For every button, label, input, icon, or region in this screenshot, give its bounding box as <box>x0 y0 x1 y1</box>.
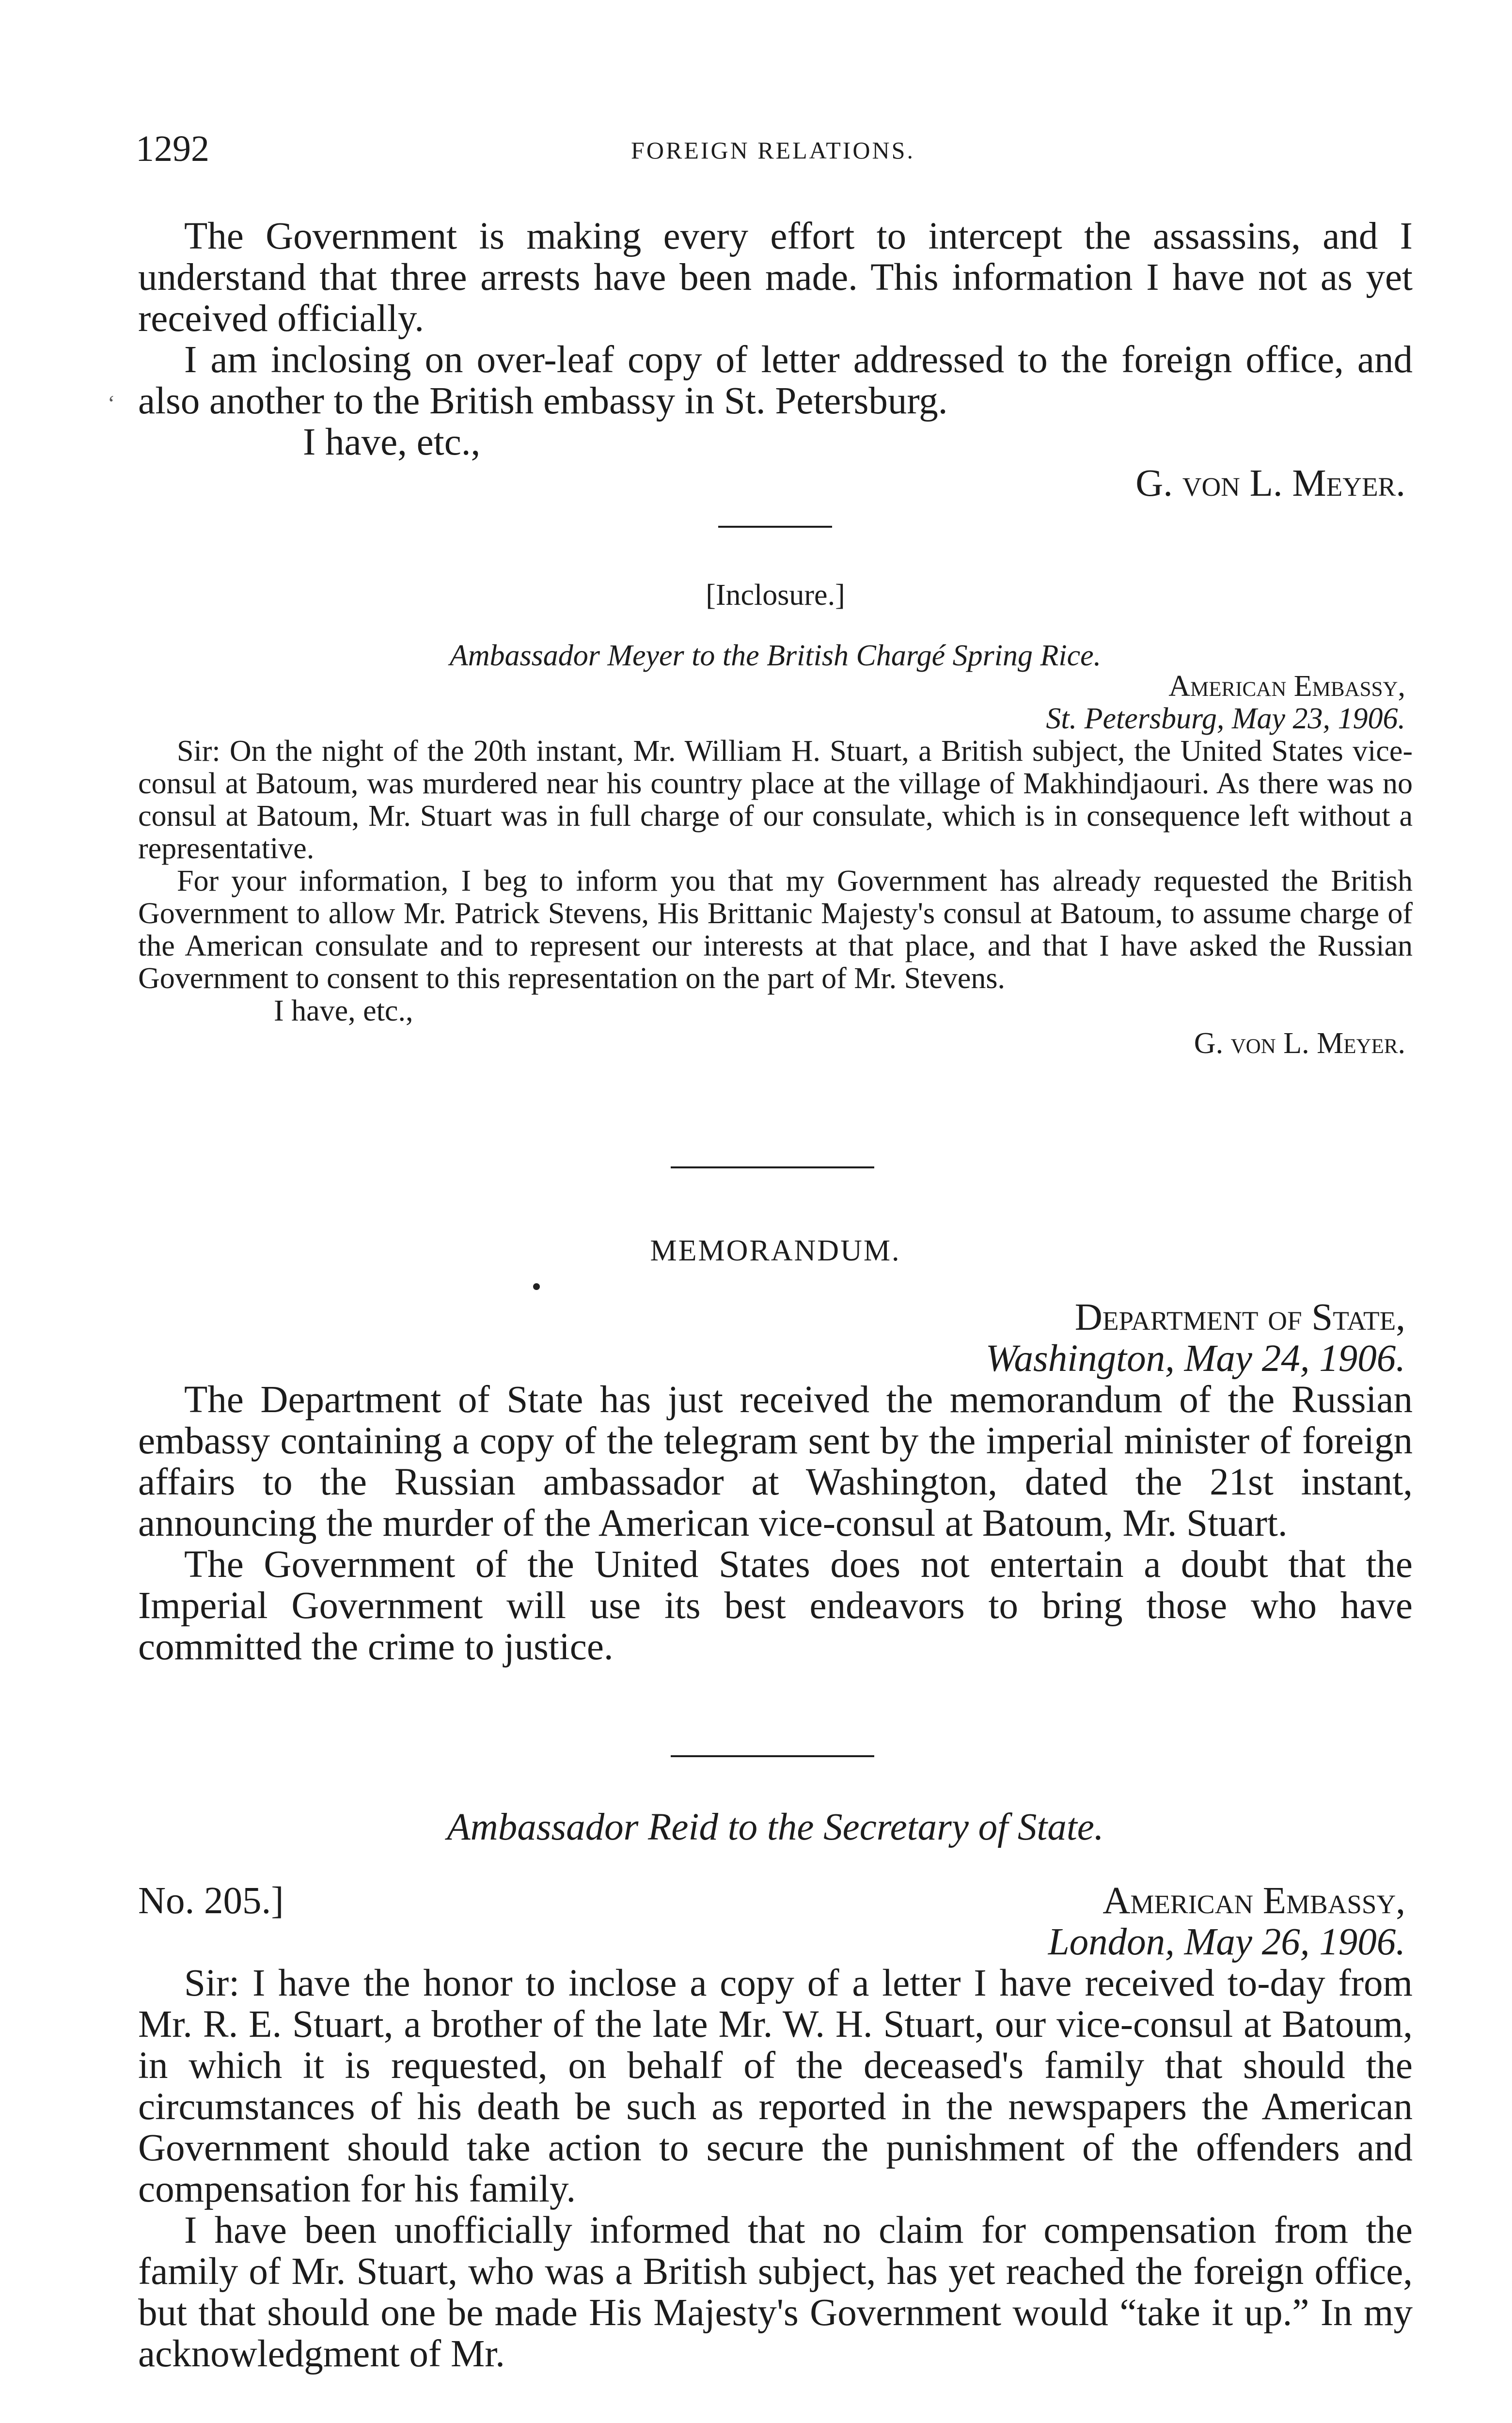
memorandum-paragraph-1: The Department of State has just received the memorandum of the Russian embassy containing a copy of the telegram sent by the imperial minister of foreign affairs to the Russian ambassador at Washington, dated the 21st instant, announcing the murder of the American vice-consul at Batoum, Mr. Stuart. <box>138 1379 1413 1544</box>
intro-paragraph-1: The Government is making every effort to intercept the assassins, and I understand that three arrests have been made. This information I have not as yet received officially. <box>138 215 1413 340</box>
reid-letter-title: Ambassador Reid to the Secretary of State. <box>447 1806 1104 1848</box>
inclosure-place-line-1: American Embassy, <box>1168 670 1405 703</box>
memorandum-paragraph-2: The Government of the United States does not entertain a doubt that the Imperial Government will use its best endeavors to bring those who have committed the crime to justice. <box>138 1543 1413 1668</box>
intro-closing: I have, etc., <box>303 421 481 463</box>
memorandum-heading: MEMORANDUM. <box>650 1234 901 1267</box>
margin-mark: ‘ <box>108 391 115 415</box>
reid-letter-place-line-1: American Embassy, <box>1102 1880 1405 1922</box>
inclosure-place-line-2: St. Petersburg, May 23, 1906. <box>1046 702 1405 735</box>
section-divider <box>718 526 832 528</box>
inclosure-section <box>138 670 1413 1060</box>
memorandum-place-line-1: Department of State, <box>1074 1296 1405 1338</box>
inclosure-title: Ambassador Meyer to the British Chargé Spring Rice. <box>449 639 1102 672</box>
inclosure-signature: G. von L. Meyer. <box>1194 1027 1405 1060</box>
section-divider <box>671 1166 874 1168</box>
reid-letter-section <box>138 1880 1413 2375</box>
inclosure-label: [Inclosure.] <box>706 579 845 612</box>
memorandum-place-line-2: Washington, May 24, 1906. <box>985 1337 1405 1380</box>
inclosure-paragraph-1: Sir: On the night of the 20th instant, Mr. William H. Stuart, a British subject, the United States vice-consul at Batoum, was murdered near his country place at the village of Makhindjaouri. As there was no consul at Batoum, Mr. Stuart was in full charge of our consulate, which is in consequence left without a representative. <box>138 735 1413 865</box>
memorandum-section <box>138 1297 1413 1668</box>
intro-paragraph-2: I am inclosing on over-leaf copy of letter addressed to the foreign office, and also another to the British embassy in St. Petersburg. <box>138 339 1413 422</box>
reid-letter-number: No. 205.] <box>138 1880 284 1922</box>
section-divider <box>671 1755 874 1757</box>
reid-letter-heading-row <box>138 1880 1413 1921</box>
running-head: FOREIGN RELATIONS. <box>631 137 915 164</box>
page-header <box>136 127 1410 171</box>
reid-letter-paragraph-1: Sir: I have the honor to inclose a copy of a letter I have received to-day from Mr. R. E. Stuart, a brother of the late Mr. W. H. Stuart, our vice-consul at Batoum, in which it is requested, on behalf of the deceased's family that should the circumstances of his death be such as reported in the newspapers the American Government should take action to secure the punishment of the offenders and compensation for his family. <box>138 1962 1413 2210</box>
inclosure-paragraph-2: For your information, I beg to inform you that my Government has already requested the British Government to allow Mr. Patrick Stevens, His Brittanic Majesty's consul at Batoum, to assume charge of the American consulate and to represent our interests at that place, and that I have asked the Russian Government to consent to this representation on the part of Mr. Stevens. <box>138 865 1413 995</box>
ink-dot <box>533 1283 540 1290</box>
page-number: 1292 <box>136 128 209 169</box>
inclosure-closing: I have, etc., <box>274 994 413 1027</box>
intro-section <box>138 216 1413 504</box>
reid-letter-place-line-2: London, May 26, 1906. <box>1048 1921 1405 1963</box>
intro-signature: G. von L. Meyer. <box>1135 462 1405 504</box>
reid-letter-paragraph-2: I have been unofficially informed that no claim for compensation from the family of Mr. Stuart, who was a British subject, has yet reached the foreign office, but that should one be made His Majesty's Government would “take it up.” In my acknowledgment of Mr. <box>138 2209 1413 2375</box>
